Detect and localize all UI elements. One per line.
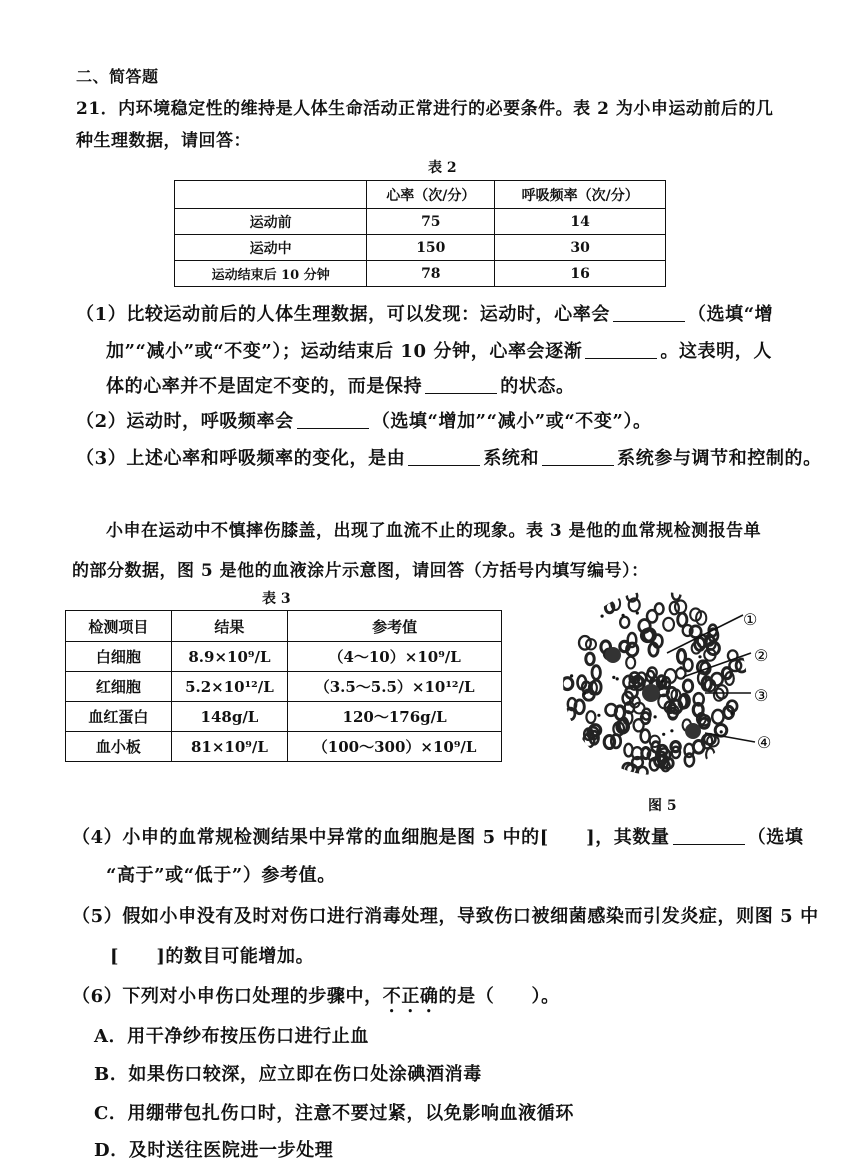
table-cell: （100～300）×10⁹/L — [288, 732, 502, 762]
platelet — [654, 715, 657, 718]
platelet — [670, 729, 673, 732]
white-blood-cell — [605, 647, 621, 663]
red-blood-cell — [586, 711, 595, 723]
platelet — [622, 614, 625, 617]
intro-line1: 小申在运动中不慎摔伤膝盖，出现了血流不止的现象。表 3 是他的血常规检测报告单 — [106, 521, 762, 541]
table-cell: 血红蛋白 — [66, 702, 172, 732]
table3-caption: 表 3 — [262, 591, 291, 607]
red-blood-cell — [592, 666, 600, 680]
table-row — [66, 672, 502, 702]
intro-line2: 的部分数据，图 5 是他的血液涂片示意图，请回答（方括号内填写编号）： — [72, 561, 649, 581]
text: （选填 — [747, 827, 804, 848]
red-blood-cell — [620, 617, 629, 628]
table3-header-cell: 参考值 — [288, 611, 502, 642]
platelet — [636, 611, 639, 614]
table-cell: 148g/L — [171, 702, 288, 732]
table-cell: 75 — [367, 209, 495, 235]
subquestion-2 — [76, 407, 652, 433]
answer-blank[interactable] — [585, 342, 657, 359]
red-blood-cell — [684, 659, 693, 671]
red-blood-cell — [683, 680, 692, 692]
table-cell: 150 — [367, 235, 495, 261]
subquestion-3 — [76, 444, 822, 470]
table3-header-row — [66, 611, 502, 642]
option-b[interactable]: B．如果伤口较深，应立即在伤口处涂碘酒消毒 — [94, 1064, 482, 1085]
table-row — [66, 732, 502, 762]
white-blood-cell — [685, 723, 701, 739]
table-cell: 白细胞 — [66, 642, 172, 672]
text: （6）下列对小申伤口处理的步骤中， — [72, 986, 383, 1007]
table-cell: （3.5～5.5）×10¹²/L — [288, 672, 502, 702]
table-row — [66, 642, 502, 672]
table-cell: 16 — [495, 261, 666, 287]
text: 加”“减小”或“不变”）；运动结束后 10 分钟，心率会逐渐 — [106, 341, 583, 362]
red-blood-cell — [675, 600, 686, 613]
table2-header-cell: 心率（次/分） — [367, 181, 495, 209]
red-blood-cell — [586, 653, 594, 665]
platelet — [601, 615, 604, 618]
platelet — [730, 712, 733, 715]
platelet — [662, 733, 665, 736]
subquestion-5-line1: （5）假如小申没有及时对伤口进行消毒处理，导致伤口被细菌感染而引发炎症，则图 5 中 — [72, 906, 819, 927]
table2-header-cell: 呼吸频率（次/分） — [495, 181, 666, 209]
question-stem-line1: 21．内环境稳定性的维持是人体生命活动正常进行的必要条件。表 2 为小申运动前后的几 — [76, 99, 774, 119]
figure5-caption: 图 5 — [648, 798, 677, 814]
text: （选填“增 — [687, 304, 774, 325]
red-blood-cell — [712, 710, 723, 724]
answer-blank[interactable] — [613, 305, 685, 322]
table-cell: 30 — [495, 235, 666, 261]
platelet — [597, 714, 600, 717]
red-blood-cell — [579, 636, 591, 650]
subquestion-4-line1 — [72, 823, 803, 849]
label-1: ① — [743, 610, 758, 629]
platelet — [720, 730, 723, 733]
label-4: ④ — [757, 733, 772, 752]
table2 — [174, 180, 666, 287]
subquestion-1-line3 — [106, 372, 575, 398]
table-cell: 血小板 — [66, 732, 172, 762]
table3 — [65, 610, 502, 762]
option-a[interactable]: A．用干净纱布按压伤口进行止血 — [94, 1026, 369, 1047]
option-c[interactable]: C．用绷带包扎伤口时，注意不要过紧，以免影响血液循环 — [94, 1103, 574, 1124]
table-cell: 78 — [367, 261, 495, 287]
table-row — [175, 209, 666, 235]
label-2: ② — [754, 646, 769, 665]
table-row — [175, 235, 666, 261]
red-blood-cell — [716, 685, 727, 698]
answer-blank[interactable] — [542, 449, 614, 466]
subquestion-6 — [72, 982, 560, 1017]
table2-header-row — [175, 181, 666, 209]
table-row — [66, 702, 502, 732]
platelet — [698, 655, 701, 658]
red-blood-cell — [678, 613, 687, 626]
red-blood-cell — [626, 657, 635, 669]
red-blood-cell — [685, 754, 694, 767]
red-blood-cell — [672, 588, 680, 600]
platelet — [570, 674, 573, 677]
table-cell: 8.9×10⁹/L — [171, 642, 288, 672]
answer-blank[interactable] — [425, 377, 497, 394]
platelet — [616, 677, 619, 680]
text: 系统参与调节和控制的。 — [617, 448, 822, 469]
table3-header-cell: 检测项目 — [66, 611, 172, 642]
table2-header-cell — [175, 181, 367, 209]
question-stem-line2: 种生理数据，请回答： — [76, 131, 251, 151]
table3-header-cell: 结果 — [171, 611, 288, 642]
text: 的状态。 — [500, 376, 575, 397]
platelet — [612, 676, 615, 679]
table2-caption: 表 2 — [428, 160, 457, 176]
table-cell: 运动中 — [175, 235, 367, 261]
red-blood-cell — [706, 748, 714, 761]
subquestion-5-line2: [ ]的数目可能增加。 — [110, 946, 315, 967]
white-blood-cell — [642, 684, 660, 702]
emphasized-text: 不正确 — [382, 986, 439, 1007]
subquestion-1-line1 — [76, 300, 773, 326]
red-blood-cell — [641, 713, 650, 724]
text: 。这表明，人 — [660, 341, 772, 362]
text: （选填“增加”“减小”或“不变”）。 — [371, 411, 652, 432]
table-cell: 运动前 — [175, 209, 367, 235]
table-cell: 14 — [495, 209, 666, 235]
platelet — [583, 692, 586, 695]
platelet — [679, 666, 682, 669]
platelet — [661, 680, 664, 683]
table-cell: 运动结束后 10 分钟 — [175, 261, 367, 287]
red-blood-cell — [714, 689, 724, 701]
text: 的是（ ）。 — [438, 986, 560, 1007]
answer-blank[interactable] — [408, 449, 480, 466]
text: 体的心率并不是固定不变的，而是保持 — [106, 376, 423, 397]
text: （3）上述心率和呼吸频率的变化，是由 — [76, 448, 406, 469]
blood-cells — [562, 588, 748, 778]
table-cell: （4～10）×10⁹/L — [288, 642, 502, 672]
table-cell: 5.2×10¹²/L — [171, 672, 288, 702]
answer-blank[interactable] — [673, 828, 745, 845]
table-cell: 81×10⁹/L — [171, 732, 288, 762]
red-blood-cell — [615, 706, 624, 720]
red-blood-cell — [562, 678, 573, 690]
text: （2）运动时，呼吸频率会 — [76, 411, 294, 432]
text: （1）比较运动前后的人体生理数据，可以发现：运动时，心率会 — [76, 304, 610, 325]
red-blood-cell — [641, 730, 650, 743]
answer-blank[interactable] — [297, 412, 369, 429]
red-blood-cell — [663, 618, 674, 631]
table-cell: 红细胞 — [66, 672, 172, 702]
table-row — [175, 261, 666, 287]
table-cell: 120～176g/L — [288, 702, 502, 732]
option-d[interactable]: D．及时送往医院进一步处理 — [94, 1140, 334, 1161]
text: 系统和 — [483, 448, 540, 469]
text: （4）小申的血常规检测结果中异常的血细胞是图 5 中的[ ]，其数量 — [72, 827, 670, 848]
subquestion-1-line2 — [106, 337, 772, 363]
label-3: ③ — [754, 686, 769, 705]
blood-smear-figure — [555, 585, 785, 790]
subquestion-4-line2: “高于”或“低于”）参考值。 — [106, 865, 336, 886]
section-title: 二、简答题 — [76, 67, 159, 86]
red-blood-cell — [638, 767, 648, 778]
